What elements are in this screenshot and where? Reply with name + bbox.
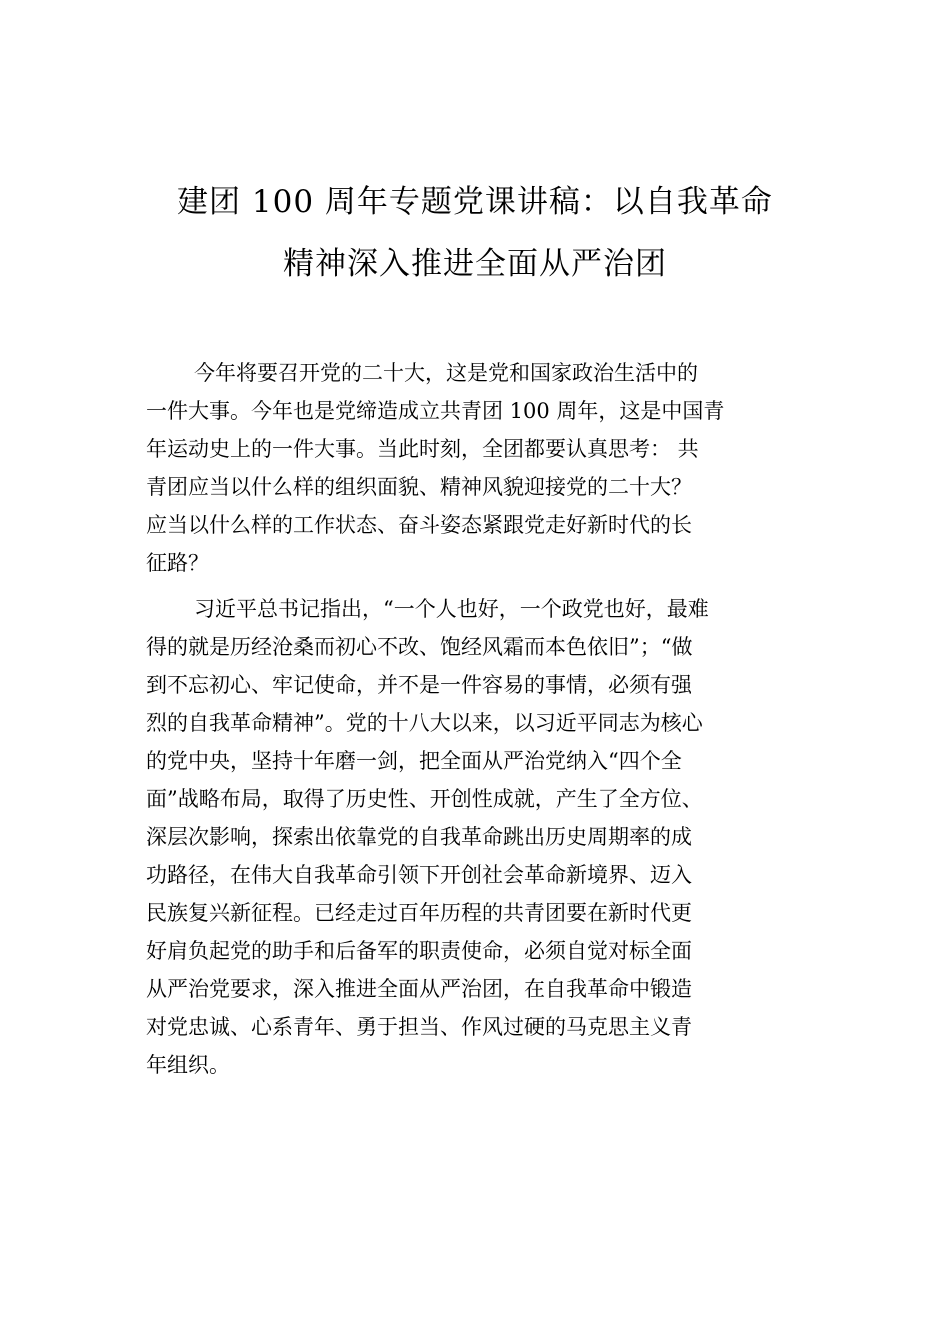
paragraph-1-line: 应当以什么样的工作状态、奋斗姿态紧跟党走好新时代的长 — [146, 513, 692, 537]
paragraph-1-line: 今年将要召开党的二十大，这是党和国家政治生活中的 — [194, 361, 698, 385]
paragraph-2-line: 面”战略布局，取得了历史性、开创性成就，产生了全方位、 — [146, 787, 703, 811]
paragraph-2-line: 从严治党要求，深入推进全面从严治团，在自我革命中锻造 — [146, 977, 692, 1001]
paragraph-2-line: 的党中央，坚持十年磨一剑，把全面从严治党纳入“四个全 — [146, 749, 682, 773]
paragraph-2-line: 烈的自我革命精神”。党的十八大以来，以习近平同志为核心 — [146, 711, 703, 735]
document-title-line-2: 精神深入推进全面从严治团 — [283, 246, 667, 282]
paragraph-2-line: 到不忘初心、牢记使命，并不是一件容易的事情，必须有强 — [146, 673, 692, 697]
document-title-line-1: 建团 100 周年专题党课讲稿：以自我革命 — [177, 184, 773, 220]
paragraph-1-line: 青团应当以什么样的组织面貌、精神风貌迎接党的二十大？ — [146, 475, 692, 499]
paragraph-1-line: 征路？ — [146, 551, 209, 575]
paragraph-2-line: 深层次影响，探索出依靠党的自我革命跳出历史周期率的成 — [146, 825, 692, 849]
paragraph-2-line: 年组织。 — [146, 1053, 230, 1077]
paragraph-2-line: 对党忠诚、心系青年、勇于担当、作风过硬的马克思主义青 — [146, 1015, 692, 1039]
paragraph-1-line: 一件大事。今年也是党缔造成立共青团 100 周年，这是中国青 — [146, 399, 725, 423]
paragraph-2-line: 习近平总书记指出，“一个人也好，一个政党也好，最难 — [194, 597, 709, 621]
paragraph-2-line: 得的就是历经沧桑而初心不改、饱经风霜而本色依旧”；“做 — [146, 635, 693, 659]
paragraph-2-line: 好肩负起党的助手和后备军的职责使命，必须自觉对标全面 — [146, 939, 692, 963]
paragraph-2-line: 功路径，在伟大自我革命引领下开创社会革命新境界、迈入 — [146, 863, 692, 887]
paragraph-2-line: 民族复兴新征程。已经走过百年历程的共青团要在新时代更 — [146, 901, 692, 925]
paragraph-1-line: 年运动史上的一件大事。当此时刻，全团都要认真思考： 共 — [146, 437, 699, 461]
